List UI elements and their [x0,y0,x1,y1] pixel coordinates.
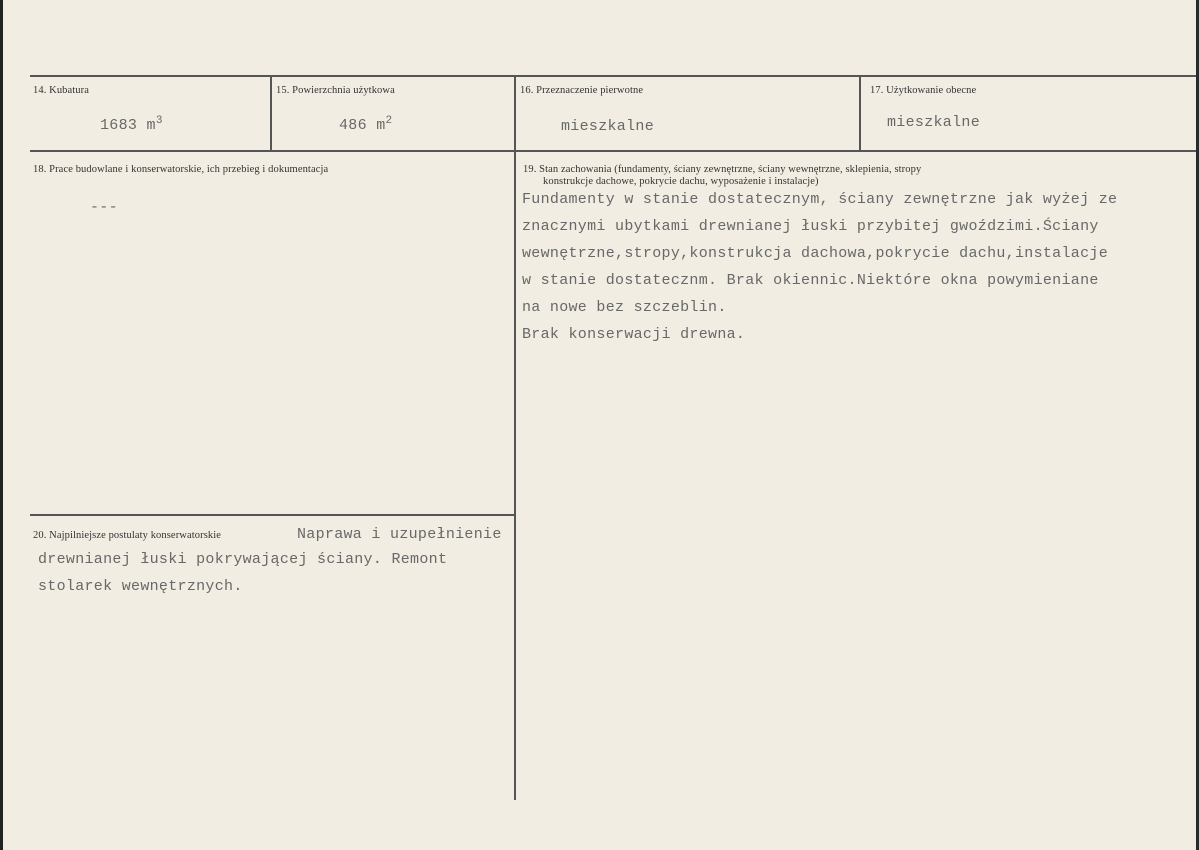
field-20-first-line: Naprawa i uzupełnienie [297,526,502,543]
field-14-exponent: 3 [155,115,163,127]
field-20-line: stolarek wewnętrznych. [38,578,243,595]
field-15-label: 15. Powierzchnia użytkowa [276,85,395,96]
left-page-edge [0,0,3,850]
top-rule [30,75,1196,77]
field-20-text [38,546,447,600]
divider-main [514,76,516,800]
field-14-value [100,115,163,134]
field-19-line: w stanie dostatecznm. Brak okiennic.Niektóre okna powymieniane [522,272,1099,289]
field-19-label-line1: 19. Stan zachowania (fundamenty, ściany zewnętrzne, ściany wewnętrzne, sklepienia, stropy [523,164,922,175]
field-16-value: mieszkalne [561,118,655,135]
field-19-line: na nowe bez szczeblin. [522,299,727,316]
field-19-text [522,186,1117,348]
field-14-label: 14. Kubatura [33,85,90,96]
field-18-label: 18. Prace budowlane i konserwatorskie, ich przebieg i dokumentacja [33,164,329,175]
divider-14-15 [270,76,272,151]
field-20-line: drewnianej łuski pokrywającej ściany. Remont [38,551,448,568]
field-19-line: Brak konserwacji drewna. [522,326,746,343]
field-17-value: mieszkalne [887,114,981,131]
divider-16-17 [859,76,861,151]
field-16-label: 16. Przeznaczenie pierwotne [520,85,644,96]
field-19-line: znacznymi ubytkami drewnianej łuski przybitej gwoździmi.Ściany [522,218,1099,235]
field-19-label-line2: konstrukcje dachowe, pokrycie dachu, wyposażenie i instalacje) [543,176,819,187]
field18-bottom-rule [30,514,515,516]
field-20-label: 20. Najpilniejsze postulaty konserwatorskie [33,530,222,541]
field-19-line: wewnętrzne,stropy,konstrukcja dachowa,pokrycie dachu,instalacje [522,245,1108,262]
field-17-label: 17. Użytkowanie obecne [870,85,977,96]
field-19-line: Fundamenty w stanie dostatecznym, ściany zewnętrzne jak wyżej ze [522,191,1118,208]
field-14-number: 1683 m [100,117,156,134]
field-15-number: 486 m [339,117,386,134]
field-15-exponent: 2 [385,115,393,127]
field-15-value [339,115,392,134]
row1-bottom-rule [30,150,1196,152]
field-18-value: --- [90,199,118,216]
